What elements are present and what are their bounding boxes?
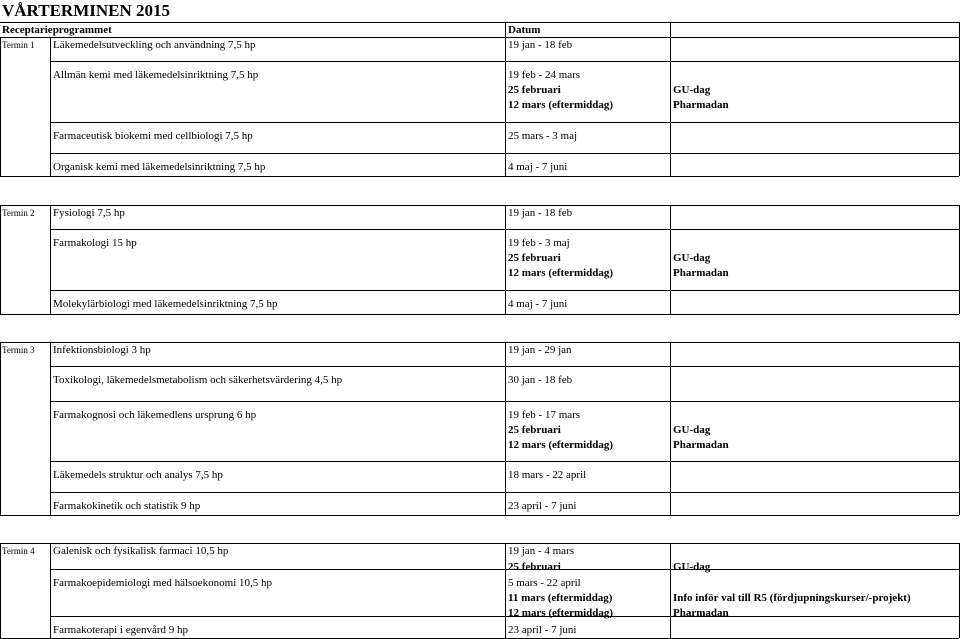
grid-line: [0, 176, 959, 177]
grid-line: [0, 543, 1, 638]
course-date: 23 april - 7 juni: [508, 624, 577, 636]
course-name: Allmän kemi med läkemedelsinriktning 7,5 hp: [53, 69, 259, 81]
event-note: GU-dag: [673, 252, 711, 264]
course-name: Molekylärbiologi med läkemedelsinriktning 7,5 hp: [53, 298, 278, 310]
grid-line: [0, 314, 959, 315]
page-title: VÅRTERMINEN 2015: [2, 1, 170, 20]
event-date: 25 februari: [508, 561, 561, 573]
event-date: 12 mars (eftermiddag): [508, 439, 614, 451]
grid-line: [50, 37, 51, 176]
grid-line: [505, 22, 506, 37]
grid-line: [505, 205, 506, 314]
event-note: Pharmadan: [673, 439, 729, 451]
grid-line: [505, 543, 506, 638]
event-date: 25 februari: [508, 252, 561, 264]
course-name: Fysiologi 7,5 hp: [53, 207, 125, 219]
course-name: Farmaceutisk biokemi med cellbiologi 7,5 hp: [53, 130, 253, 142]
course-date: 19 feb - 24 mars: [508, 69, 581, 81]
course-date: 18 mars - 22 april: [508, 469, 587, 481]
course-date: 30 jan - 18 feb: [508, 374, 573, 386]
course-date: 25 mars - 3 maj: [508, 130, 578, 142]
grid-line: [505, 37, 506, 176]
term-label-2: Termin 2: [2, 208, 35, 218]
course-date: 19 jan - 18 feb: [508, 39, 573, 51]
grid-line: [505, 342, 506, 515]
grid-line: [50, 461, 959, 462]
course-date: 19 jan - 4 mars: [508, 545, 574, 557]
grid-line: [50, 122, 959, 123]
course-date: 5 mars - 22 april: [508, 577, 581, 589]
course-date: 19 jan - 29 jan: [508, 344, 572, 356]
event-note: Info inför val till R5 (fördjupningskurser/-projekt): [673, 592, 911, 604]
event-date: 11 mars (eftermiddag): [508, 592, 613, 604]
grid-line: [50, 290, 959, 291]
course-name: Farmakognosi och läkemedlens ursprung 6 hp: [53, 409, 257, 421]
event-date: 12 mars (eftermiddag): [508, 99, 614, 111]
course-name: Farmakoepidemiologi med hälsoekonomi 10,5 hp: [53, 577, 273, 589]
event-note: Pharmadan: [673, 267, 729, 279]
course-name: Galenisk och fysikalisk farmaci 10,5 hp: [53, 545, 229, 557]
event-note: GU-dag: [673, 424, 711, 436]
program-header: Receptarieprogrammet: [2, 24, 112, 36]
course-date: 19 jan - 18 feb: [508, 207, 573, 219]
grid-line: [0, 37, 1, 176]
course-name: Farmakoterapi i egenvård 9 hp: [53, 624, 189, 636]
course-name: Farmakologi 15 hp: [53, 237, 137, 249]
term-label-4: Termin 4: [2, 546, 35, 556]
course-name: Organisk kemi med läkemedelsinriktning 7,5 hp: [53, 161, 266, 173]
grid-line: [50, 616, 959, 617]
course-date: 19 feb - 17 mars: [508, 409, 581, 421]
course-name: Farmakokinetik och statistik 9 hp: [53, 500, 201, 512]
event-note: GU-dag: [673, 84, 711, 96]
course-date: 23 april - 7 juni: [508, 500, 577, 512]
grid-line: [50, 492, 959, 493]
grid-line: [50, 61, 959, 62]
event-note: Pharmadan: [673, 607, 729, 619]
term-label-1: Termin 1: [2, 40, 35, 50]
course-date: 4 maj - 7 juni: [508, 161, 568, 173]
grid-line: [0, 205, 959, 206]
event-note: GU-dag: [673, 561, 711, 573]
grid-line: [50, 153, 959, 154]
course-date: 19 feb - 3 maj: [508, 237, 570, 249]
event-note: Pharmadan: [673, 99, 729, 111]
grid-line: [50, 205, 51, 314]
course-name: Infektionsbiologi 3 hp: [53, 344, 151, 356]
grid-line: [670, 543, 671, 638]
grid-line: [50, 569, 959, 570]
event-date: 25 februari: [508, 424, 561, 436]
grid-line: [0, 342, 1, 515]
datum-header: Datum: [508, 24, 541, 36]
grid-line: [0, 515, 959, 516]
course-name: Läkemedelsutveckling och användning 7,5 hp: [53, 39, 256, 51]
grid-line: [670, 22, 671, 37]
course-name: Toxikologi, läkemedelsmetabolism och säkerhetsvärdering 4,5 hp: [53, 374, 343, 386]
grid-line: [670, 342, 671, 515]
event-date: 12 mars (eftermiddag): [508, 607, 614, 619]
grid-line: [0, 22, 959, 23]
grid-line: [50, 366, 959, 367]
grid-line: [50, 229, 959, 230]
course-name: Läkemedels struktur och analys 7,5 hp: [53, 469, 223, 481]
grid-line: [670, 205, 671, 314]
event-date: 12 mars (eftermiddag): [508, 267, 614, 279]
grid-line: [50, 342, 51, 515]
grid-line: [670, 37, 671, 176]
grid-line: [50, 401, 959, 402]
term-label-3: Termin 3: [2, 345, 35, 355]
course-date: 4 maj - 7 juni: [508, 298, 568, 310]
grid-line: [0, 205, 1, 314]
grid-line: [50, 543, 51, 638]
event-date: 25 februari: [508, 84, 561, 96]
